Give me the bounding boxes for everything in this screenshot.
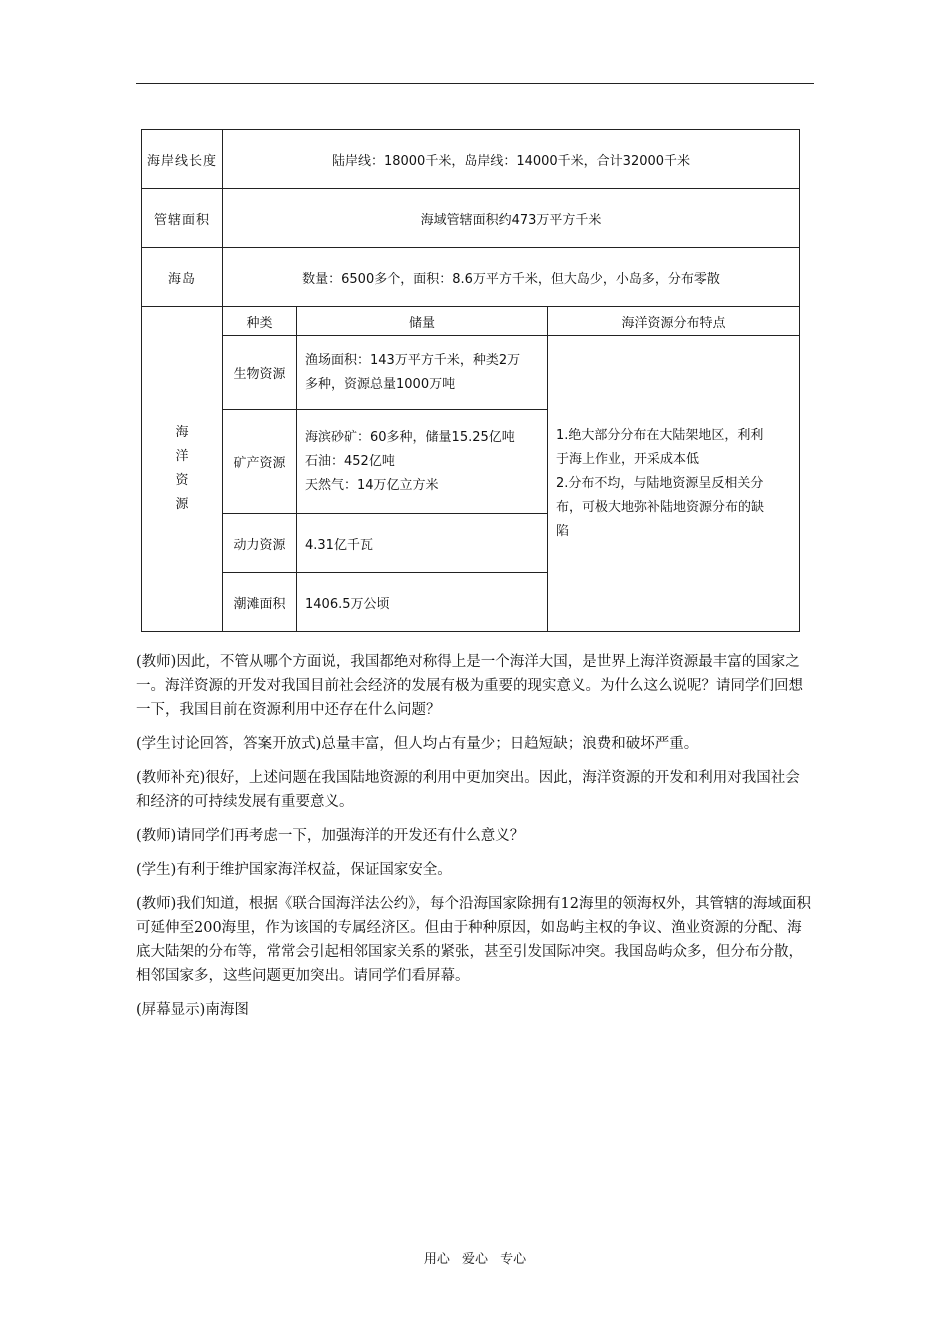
resource-label-char: 海 [175, 425, 189, 440]
jurisdiction-label: 管辖面积 [142, 189, 223, 248]
resource-label-char: 资 [175, 473, 189, 488]
paragraph: (教师补充)很好，上述问题在我国陆地资源的利用中更加突出。因此，海洋资源的开发和利用对我国社会和经济的可持续发展有重要意义。 [136, 770, 800, 810]
reserve-line: 渔场面积：143万平方千米，种类2万 [305, 352, 521, 368]
resource-reserve-power: 4.31亿千瓦 [297, 514, 548, 573]
paragraph: (学生讨论回答，答案开放式)总量丰富，但人均占有量少；日趋短缺；浪费和破坏严重。 [136, 736, 699, 752]
paragraph: (教师)因此，不管从哪个方面说，我国都绝对称得上是一个海洋大国，是世界上海洋资源最丰富的国家之一。海洋资源的开发对我国目前社会经济的发展有极为重要的现实意义。为什么这么说呢？请同学们回想一下，我国目前在资源利用中还存在什么问题？ [136, 654, 803, 718]
resource-reserve-tidal: 1406.5万公顷 [297, 573, 548, 632]
header-rule [136, 83, 814, 84]
coastline-label: 海岸线长度 [142, 130, 223, 189]
paragraph: (屏幕显示)南海图 [136, 1002, 249, 1018]
reserve-line: 海滨砂矿：60多种，储量15.25亿吨 [305, 429, 515, 445]
feature-line: 2.分布不均，与陆地资源呈反相关分 [556, 475, 764, 491]
reserve-line: 多种，资源总量1000万吨 [305, 376, 456, 392]
header-reserve: 储量 [297, 307, 548, 336]
marine-resources-label [142, 307, 223, 632]
resource-type-mineral: 矿产资源 [223, 410, 297, 514]
resource-label-char: 洋 [175, 449, 189, 464]
resource-type-bio: 生物资源 [223, 336, 297, 410]
resource-reserve-mineral [297, 410, 548, 514]
resource-reserve-bio [297, 336, 548, 410]
page-footer: 用心 爱心 专心 [423, 1252, 527, 1267]
paragraph: (教师)我们知道，根据《联合国海洋法公约》，每个沿海国家除拥有12海里的领海权外，其管辖的海域面积可延伸至200海里，作为该国的专属经济区。但由于种种原因，如岛屿主权的争议、渔业资源的分配、海底大陆架的分布等，常常会引起相邻国家关系的紧张，甚至引发国际冲突。我国岛屿众多，但分布分散，相邻国家多，这些问题更加突出。请同学们看屏幕。 [136, 896, 812, 984]
feature-line: 于海上作业，开采成本低 [556, 451, 700, 467]
jurisdiction-value: 海域管辖面积约473万平方千米 [223, 189, 800, 248]
resource-label-char: 源 [175, 497, 189, 512]
header-feature: 海洋资源分布特点 [548, 307, 800, 336]
islands-label: 海岛 [142, 248, 223, 307]
coastline-value: 陆岸线：18000千米，岛岸线：14000千米，合计32000千米 [223, 130, 800, 189]
feature-line: 布，可极大地弥补陆地资源分布的缺 [556, 499, 765, 515]
feature-line: 1.绝大部分分布在大陆架地区，利利 [556, 427, 764, 443]
feature-line: 陷 [556, 523, 570, 539]
paragraph: (教师)请同学们再考虑一下，加强海洋的开发还有什么意义？ [136, 828, 525, 844]
reserve-line: 石油：452亿吨 [305, 453, 395, 469]
distribution-feature [548, 336, 800, 632]
lesson-dialogue [136, 650, 814, 1032]
resource-type-power: 动力资源 [223, 514, 297, 573]
paragraph: (学生)有利于维护国家海洋权益，保证国家安全。 [136, 862, 452, 878]
resource-type-tidal: 潮滩面积 [223, 573, 297, 632]
ocean-facts-table [141, 129, 800, 632]
header-type: 种类 [223, 307, 297, 336]
reserve-line: 天然气：14万亿立方米 [305, 477, 439, 493]
islands-value: 数量：6500多个，面积：8.6万平方千米，但大岛少，小岛多，分布零散 [223, 248, 800, 307]
